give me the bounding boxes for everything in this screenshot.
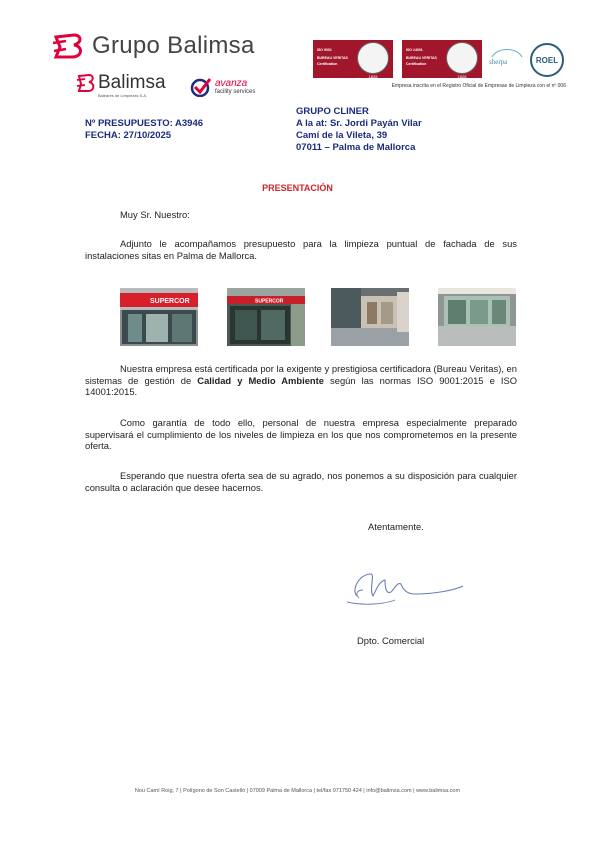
sub-brand-tagline: Baleares de Limpiezas S.A.	[98, 93, 148, 98]
department: Dpto. Comercial	[357, 635, 425, 646]
paragraph-1: Adjunto le acompañamos presupuesto para la limpieza puntual de fachada de sus instalaciones sitas en Palma de Mallorca.	[85, 238, 517, 261]
registro-oficial-text: Empresa inscrita en el Registro Oficial de Empresas de Limpieza con el nº 006	[391, 83, 566, 89]
storefront-photo-2	[227, 288, 305, 346]
recipient-company: GRUPO CLINER	[296, 106, 369, 117]
avanza-subtitle: facility services	[215, 88, 256, 95]
budget-reference	[85, 118, 203, 142]
sub-brand-name: Balimsa	[98, 72, 166, 93]
signature-image	[345, 560, 465, 617]
iso14001-certificate-badge: ISO 14001 BUREAU VERITAS Certification 1828	[402, 40, 482, 78]
budget-date: FECHA: 27/10/2025	[85, 130, 172, 141]
interior-photo-4	[438, 288, 516, 346]
svg-text:SUPERCOR: SUPERCOR	[255, 298, 284, 305]
budget-number: Nº PRESUPUESTO: A3946	[85, 118, 204, 129]
letter-greeting: Muy Sr. Nuestro:	[120, 209, 190, 220]
recipient-address	[296, 106, 422, 154]
recipient-attention: A la at: Sr. Jordi Payán Vilar	[296, 118, 422, 129]
balimsa-small-b-icon	[76, 74, 96, 92]
bureau-veritas-seal-icon: 1828	[446, 42, 478, 74]
paragraph-4: Esperando que nuestra oferta sea de su agrado, nos ponemos a su disposición para cualquier consulta o aclaración que desee hacernos.	[85, 470, 517, 493]
brand-name: Grupo Balimsa	[92, 32, 255, 59]
svg-text:SUPERCOR: SUPERCOR	[150, 298, 190, 305]
bureau-veritas-seal-icon: 1828	[357, 42, 389, 74]
roel-logo: ROEL	[530, 43, 564, 77]
recipient-city: 07011 – Palma de Mallorca	[296, 142, 416, 153]
letter-title: PRESENTACIÓN	[262, 183, 333, 193]
storefront-photo-1	[120, 288, 198, 346]
paragraph-2: Nuestra empresa está certificada por la exigente y prestigiosa certificadora (Bureau Veritas), en sistemas de gestión de Calidad y Medio Ambiente según las normas ISO 9001:2015 e ISO 14001:2015.	[85, 363, 517, 397]
avanza-name: avanza	[215, 77, 248, 89]
sherpa-arc-icon	[489, 45, 525, 59]
sherpa-logo: sherpa	[489, 45, 525, 77]
grupo-balimsa-logo	[52, 32, 255, 60]
interior-photo-3	[331, 288, 409, 346]
balimsa-b-icon	[52, 33, 86, 59]
recipient-street: Camí de la Vileta, 39	[296, 130, 388, 141]
iso9001-certificate-badge: ISO 9001 BUREAU VERITAS Certification 1828	[313, 40, 393, 78]
balimsa-logo	[76, 74, 166, 98]
paragraph-2-bold: Calidad y Medio Ambiente	[197, 374, 324, 386]
closing: Atentamente.	[368, 521, 424, 532]
footer-contact: Nou Camí Roig, 7 | Polígono de Son Castelló | 07009 Palma de Mallorca | tel/fax 971750 424 | info@balimsa.com | www.balimsa.com	[134, 788, 461, 794]
paragraph-3: Como garantía de todo ello, personal de nuestra empresa especialmente preparado supervisará el cumplimiento de los niveles de limpieza en los que nos comprometemos en la presente oferta.	[85, 417, 517, 451]
